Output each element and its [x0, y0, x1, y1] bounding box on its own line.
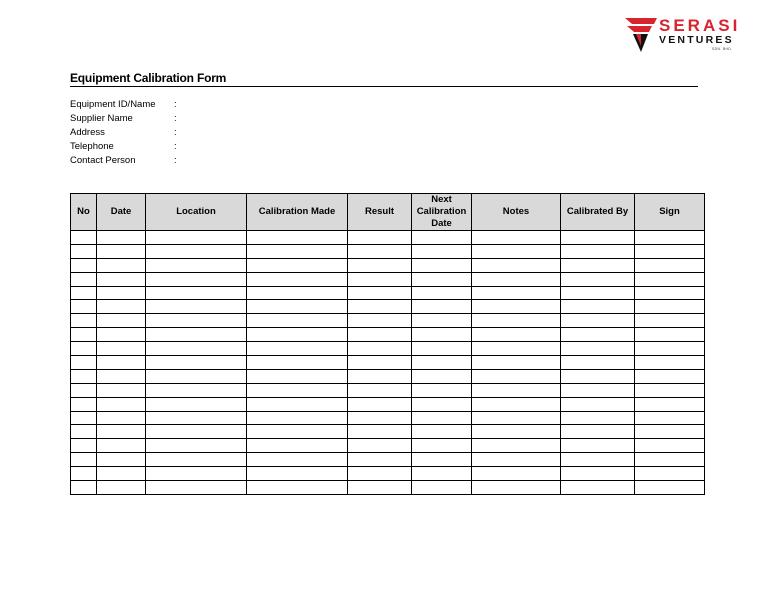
table-cell[interactable]	[71, 439, 97, 453]
table-cell[interactable]	[561, 272, 635, 286]
table-cell[interactable]	[412, 397, 472, 411]
table-cell[interactable]	[348, 481, 412, 495]
table-cell[interactable]	[71, 272, 97, 286]
header-line: Calibration	[416, 206, 467, 217]
table-cell[interactable]	[97, 328, 146, 342]
table-cell[interactable]	[97, 397, 146, 411]
table-row	[71, 342, 705, 356]
table-cell[interactable]	[635, 439, 705, 453]
table-cell[interactable]	[146, 342, 247, 356]
table-cell[interactable]	[146, 314, 247, 328]
table-cell[interactable]	[247, 369, 348, 383]
table-cell[interactable]	[146, 439, 247, 453]
column-header-no: No	[71, 194, 97, 231]
table-cell[interactable]	[97, 425, 146, 439]
logo-text-ventures: VENTURES	[659, 34, 734, 46]
table-cell[interactable]	[561, 356, 635, 370]
table-cell[interactable]	[247, 300, 348, 314]
table-cell[interactable]	[97, 231, 146, 245]
table-row	[71, 481, 705, 495]
table-cell[interactable]	[412, 286, 472, 300]
table-row	[71, 328, 705, 342]
table-cell[interactable]	[412, 453, 472, 467]
table-cell[interactable]	[635, 244, 705, 258]
table-cell[interactable]	[635, 300, 705, 314]
table-row	[71, 244, 705, 258]
table-cell[interactable]	[146, 397, 247, 411]
column-header-result: Result	[348, 194, 412, 231]
field-label: Equipment ID/Name	[70, 99, 156, 110]
table-cell[interactable]	[561, 314, 635, 328]
form-title: Equipment Calibration Form	[70, 71, 227, 85]
field-separator: :	[174, 113, 177, 124]
table-cell[interactable]	[635, 314, 705, 328]
table-cell[interactable]	[146, 411, 247, 425]
table-cell[interactable]	[635, 453, 705, 467]
table-cell[interactable]	[146, 467, 247, 481]
table-cell[interactable]	[71, 356, 97, 370]
title-underline	[70, 86, 698, 87]
field-separator: :	[174, 141, 177, 152]
table-cell[interactable]	[247, 286, 348, 300]
table-cell[interactable]	[635, 328, 705, 342]
table-row	[71, 467, 705, 481]
table-cell[interactable]	[472, 272, 561, 286]
table-cell[interactable]	[635, 258, 705, 272]
table-cell[interactable]	[247, 425, 348, 439]
table-cell[interactable]	[71, 314, 97, 328]
table-cell[interactable]	[635, 383, 705, 397]
table-cell[interactable]	[146, 383, 247, 397]
table-cell[interactable]	[146, 328, 247, 342]
table-cell[interactable]	[247, 328, 348, 342]
table-cell[interactable]	[146, 356, 247, 370]
table-cell[interactable]	[472, 453, 561, 467]
table-cell[interactable]	[71, 342, 97, 356]
table-cell[interactable]	[635, 356, 705, 370]
table-cell[interactable]	[472, 258, 561, 272]
table-row	[71, 300, 705, 314]
table-cell[interactable]	[71, 383, 97, 397]
table-cell[interactable]	[348, 314, 412, 328]
table-cell[interactable]	[97, 411, 146, 425]
table-cell[interactable]	[561, 453, 635, 467]
field-label: Telephone	[70, 141, 114, 152]
table-cell[interactable]	[635, 481, 705, 495]
table-cell[interactable]	[247, 231, 348, 245]
table-body	[71, 231, 705, 495]
field-separator: :	[174, 99, 177, 110]
table-cell[interactable]	[348, 356, 412, 370]
company-logo	[624, 16, 742, 54]
table-cell[interactable]	[146, 231, 247, 245]
table-cell[interactable]	[472, 314, 561, 328]
table-cell[interactable]	[561, 328, 635, 342]
table-cell[interactable]	[348, 467, 412, 481]
table-row	[71, 369, 705, 383]
table-cell[interactable]	[412, 439, 472, 453]
table-row	[71, 231, 705, 245]
table-cell[interactable]	[472, 328, 561, 342]
table-row	[71, 411, 705, 425]
table-cell[interactable]	[472, 439, 561, 453]
table-cell[interactable]	[561, 231, 635, 245]
table-cell[interactable]	[247, 453, 348, 467]
table-cell[interactable]	[247, 439, 348, 453]
table-cell[interactable]	[412, 356, 472, 370]
table-cell[interactable]	[71, 481, 97, 495]
table-cell[interactable]	[247, 383, 348, 397]
table-cell[interactable]	[635, 397, 705, 411]
table-cell[interactable]	[146, 258, 247, 272]
table-cell[interactable]	[412, 258, 472, 272]
table-row	[71, 314, 705, 328]
table-cell[interactable]	[247, 244, 348, 258]
column-header-calibrated-by: Calibrated By	[561, 194, 635, 231]
table-cell[interactable]	[97, 481, 146, 495]
table-cell[interactable]	[97, 369, 146, 383]
table-cell[interactable]	[635, 467, 705, 481]
table-cell[interactable]	[71, 397, 97, 411]
table-row	[71, 439, 705, 453]
table-cell[interactable]	[71, 425, 97, 439]
table-cell[interactable]	[97, 244, 146, 258]
table-cell[interactable]	[247, 258, 348, 272]
table-cell[interactable]	[412, 244, 472, 258]
table-cell[interactable]	[412, 411, 472, 425]
table-cell[interactable]	[71, 411, 97, 425]
table-cell[interactable]	[348, 231, 412, 245]
header-line: Date	[431, 218, 452, 229]
table-cell[interactable]	[348, 286, 412, 300]
table-cell[interactable]	[472, 481, 561, 495]
table-cell[interactable]	[561, 439, 635, 453]
table-row	[71, 453, 705, 467]
table-cell[interactable]	[71, 258, 97, 272]
table-cell[interactable]	[561, 397, 635, 411]
header-line: Next	[431, 194, 452, 205]
table-cell[interactable]	[472, 244, 561, 258]
table-cell[interactable]	[97, 439, 146, 453]
table-cell[interactable]	[71, 244, 97, 258]
table-cell[interactable]	[561, 286, 635, 300]
table-cell[interactable]	[247, 272, 348, 286]
table-cell[interactable]	[412, 314, 472, 328]
table-cell[interactable]	[412, 383, 472, 397]
table-cell[interactable]	[472, 369, 561, 383]
table-cell[interactable]	[348, 397, 412, 411]
table-cell[interactable]	[146, 272, 247, 286]
table-cell[interactable]	[412, 467, 472, 481]
table-cell[interactable]	[348, 342, 412, 356]
table-cell[interactable]	[71, 286, 97, 300]
table-cell[interactable]	[561, 369, 635, 383]
table-cell[interactable]	[71, 300, 97, 314]
table-cell[interactable]	[146, 300, 247, 314]
table-cell[interactable]	[348, 300, 412, 314]
table-cell[interactable]	[412, 369, 472, 383]
table-cell[interactable]	[635, 286, 705, 300]
field-label: Address	[70, 127, 105, 138]
table-row	[71, 258, 705, 272]
column-header-next-calibration-date	[412, 194, 472, 231]
table-cell[interactable]	[348, 328, 412, 342]
table-cell[interactable]	[247, 342, 348, 356]
table-cell[interactable]	[247, 467, 348, 481]
table-cell[interactable]	[348, 258, 412, 272]
table-cell[interactable]	[97, 286, 146, 300]
table-cell[interactable]	[146, 425, 247, 439]
table-row	[71, 286, 705, 300]
table-cell[interactable]	[348, 383, 412, 397]
table-cell[interactable]	[561, 258, 635, 272]
table-cell[interactable]	[472, 231, 561, 245]
column-header-sign: Sign	[635, 194, 705, 231]
table-cell[interactable]	[97, 453, 146, 467]
table-row	[71, 272, 705, 286]
table-cell[interactable]	[412, 342, 472, 356]
table-cell[interactable]	[635, 272, 705, 286]
table-cell[interactable]	[561, 411, 635, 425]
table-cell[interactable]	[635, 369, 705, 383]
table-row	[71, 397, 705, 411]
table-cell[interactable]	[472, 300, 561, 314]
table-cell[interactable]	[472, 286, 561, 300]
table-cell[interactable]	[71, 231, 97, 245]
table-row	[71, 383, 705, 397]
table-cell[interactable]	[412, 272, 472, 286]
column-header-calibration-made: Calibration Made	[247, 194, 348, 231]
table-cell[interactable]	[561, 467, 635, 481]
table-cell[interactable]	[635, 411, 705, 425]
table-cell[interactable]	[247, 314, 348, 328]
table-cell[interactable]	[348, 453, 412, 467]
table-cell[interactable]	[247, 356, 348, 370]
table-cell[interactable]	[412, 231, 472, 245]
table-cell[interactable]	[71, 467, 97, 481]
table-cell[interactable]	[348, 369, 412, 383]
table-cell[interactable]	[348, 411, 412, 425]
table-cell[interactable]	[472, 411, 561, 425]
table-cell[interactable]	[146, 369, 247, 383]
field-label: Supplier Name	[70, 113, 133, 124]
table-cell[interactable]	[472, 467, 561, 481]
table-cell[interactable]	[71, 453, 97, 467]
table-cell[interactable]	[146, 453, 247, 467]
table-cell[interactable]	[146, 286, 247, 300]
table-cell[interactable]	[561, 383, 635, 397]
table-row	[71, 425, 705, 439]
table-cell[interactable]	[97, 272, 146, 286]
table-header-row	[71, 194, 705, 231]
table-cell[interactable]	[247, 411, 348, 425]
table-row	[71, 356, 705, 370]
table-cell[interactable]	[412, 425, 472, 439]
table-cell[interactable]	[635, 425, 705, 439]
field-separator: :	[174, 127, 177, 138]
table-cell[interactable]	[71, 328, 97, 342]
column-header-date: Date	[97, 194, 146, 231]
table-cell[interactable]	[472, 425, 561, 439]
table-cell[interactable]	[348, 425, 412, 439]
table-cell[interactable]	[635, 231, 705, 245]
table-cell[interactable]	[71, 369, 97, 383]
table-cell[interactable]	[635, 342, 705, 356]
table-cell[interactable]	[97, 467, 146, 481]
table-cell[interactable]	[472, 397, 561, 411]
table-cell[interactable]	[412, 300, 472, 314]
table-cell[interactable]	[146, 481, 247, 495]
table-cell[interactable]	[561, 342, 635, 356]
column-header-location: Location	[146, 194, 247, 231]
table-cell[interactable]	[146, 244, 247, 258]
table-cell[interactable]	[472, 342, 561, 356]
table-cell[interactable]	[247, 397, 348, 411]
calibration-table	[70, 193, 705, 495]
table-cell[interactable]	[97, 300, 146, 314]
table-cell[interactable]	[97, 258, 146, 272]
table-cell[interactable]	[561, 244, 635, 258]
table-cell[interactable]	[472, 356, 561, 370]
serasi-v-mark-icon	[624, 16, 658, 54]
logo-subtext: SDN. BHD.	[712, 47, 733, 51]
table-cell[interactable]	[412, 328, 472, 342]
table-cell[interactable]	[348, 244, 412, 258]
logo-text-serasi: SERASI	[659, 16, 741, 35]
table-cell[interactable]	[97, 314, 146, 328]
table-cell[interactable]	[247, 481, 348, 495]
table-cell[interactable]	[561, 300, 635, 314]
table-cell[interactable]	[348, 439, 412, 453]
table-cell[interactable]	[97, 356, 146, 370]
table-cell[interactable]	[348, 272, 412, 286]
table-cell[interactable]	[561, 481, 635, 495]
field-separator: :	[174, 155, 177, 166]
table-cell[interactable]	[97, 342, 146, 356]
column-header-notes: Notes	[472, 194, 561, 231]
table-cell[interactable]	[97, 383, 146, 397]
field-label: Contact Person	[70, 155, 136, 166]
table-cell[interactable]	[472, 383, 561, 397]
table-cell[interactable]	[561, 425, 635, 439]
table-cell[interactable]	[412, 481, 472, 495]
